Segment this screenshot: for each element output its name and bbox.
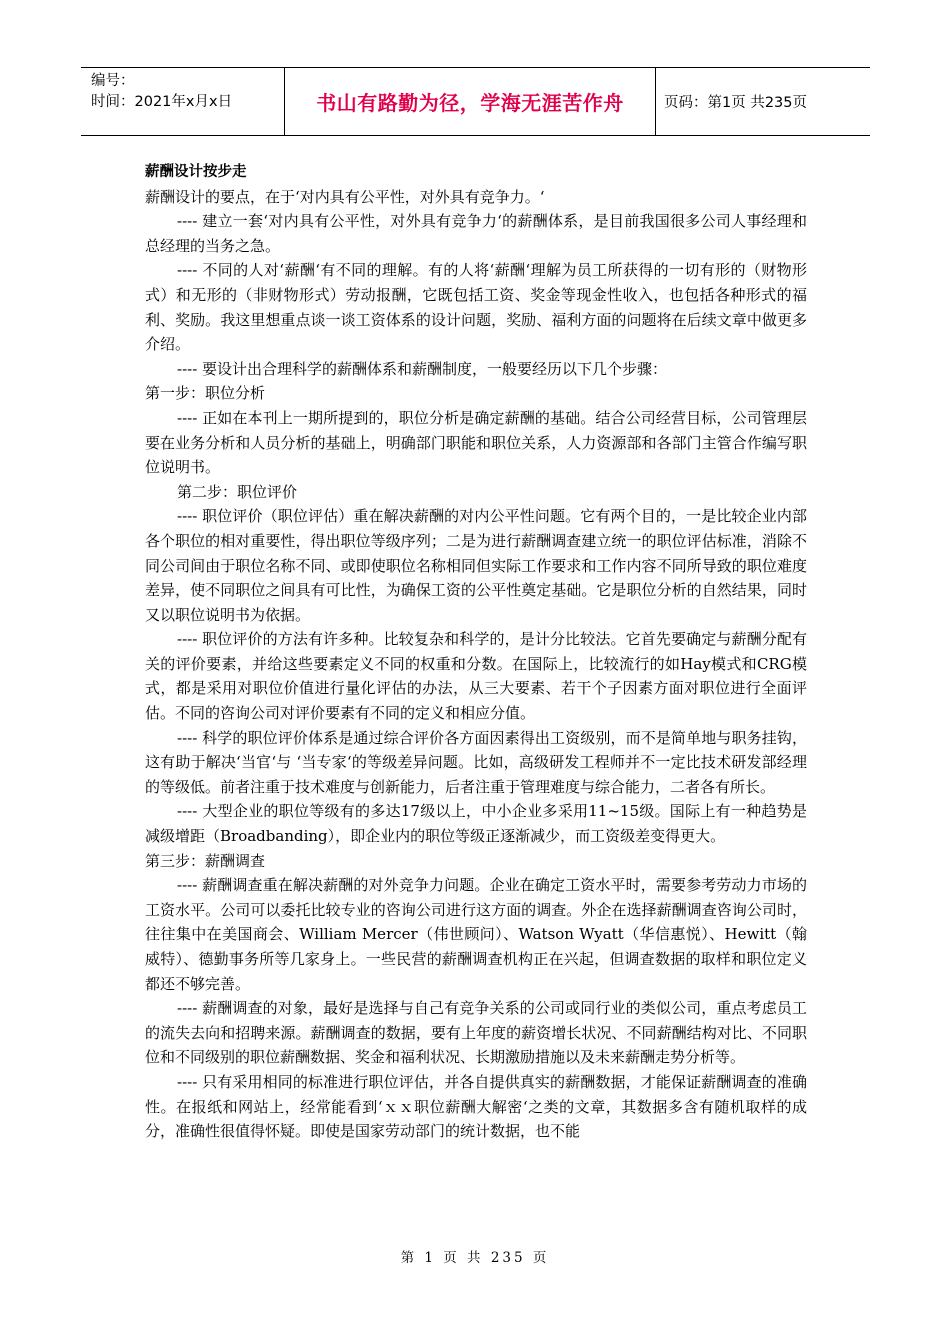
body-paragraph: 薪酬设计的要点，在于‘对内具有公平性，对外具有竞争力。‘ xyxy=(145,187,545,206)
document-number-label: 编号： xyxy=(91,73,135,89)
body-paragraph: ---- 职位评价（职位评估）重在解决薪酬的对内公平性问题。它有两个目的，一是比较企业内部各个职位的相对重要性，得出职位等级序列；二是为进行薪酬调查建立统一的职位评估标准，消除不同公司间由于职位名称不同、或即使职位名称相同但实际工作要求和工作内容不同所导致的职位难度差异，使不同职位之间具有可比性，为确保工资的公平性奠定基础。它是职位分析的自然结果，同时又以职位说明书为依据。 xyxy=(145,507,807,624)
body-paragraph: ---- 正如在本刊上一期所提到的，职位分析是确定薪酬的基础。结合公司经营目标，公司管理层要在业务分析和人员分析的基础上，明确部门职能和职位关系，人力资源部和各部门主管合作编写职位说明书。 xyxy=(145,408,807,477)
header-motto: 书山有路勤为径，学海无涯苦作舟 xyxy=(316,91,624,115)
header-page-cell xyxy=(656,68,870,135)
body-paragraph: ---- 薪酬调查的对象，最好是选择与自己有竞争关系的公司或同行业的类似公司，重点考虑员工的流失去向和招聘来源。薪酬调查的数据，要有上年度的薪资增长状况、不同薪酬结构对比、不同职位和不同级别的职位薪酬数据、奖金和福利状况、长期激励措施以及未来薪酬走势分析等。 xyxy=(145,999,807,1067)
body-paragraph: 第一步：职位分析 xyxy=(145,384,266,403)
body-paragraph: ---- 不同的人对‘薪酬‘有不同的理解。有的人将‘薪酬‘理解为员工所获得的一切有形的（财物形式）和无形的（非财物形式）劳动报酬，它既包括工资、奖金等现金性收入，也包括各种形式的福利、奖励。我这里想重点谈一谈工资体系的设计问题，奖励、福利方面的问题将在后续文章中做更多介绍。 xyxy=(145,261,807,354)
body-paragraph: ---- 建立一套‘对内具有公平性，对外具有竞争力‘的薪酬体系，是目前我国很多公司人事经理和总经理的当务之急。 xyxy=(145,212,807,255)
document-title: 薪酬设计按步走 xyxy=(145,164,247,180)
document-body xyxy=(145,160,807,1144)
body-paragraph: 第二步：职位评价 xyxy=(177,482,298,501)
body-paragraph: ---- 薪酬调查重在解决薪酬的对外竞争力问题。企业在确定工资水平时，需要参考劳动力市场的工资水平。公司可以委托比较专业的咨询公司进行这方面的调查。外企在选择薪酬调查咨询公司时，往往集中在美国商会、William Mercer（伟世顾问）、Watson Wyatt（华信惠悦）、Hewitt（翰威特）、德勤事务所等几家身上。一些民营的薪酬调查机构正在兴起，但调查数据的取样和职位定义都还不够完善。 xyxy=(145,876,807,993)
header-motto-cell xyxy=(285,68,656,135)
body-paragraph: ---- 只有采用相同的标准进行职位评估，并各自提供真实的薪酬数据，才能保证薪酬调查的准确性。在报纸和网站上，经常能看到‘ｘｘ职位薪酬大解密‘之类的文章，其数据多含有随机取样的成分，准确性很值得怀疑。即使是国家劳动部门的统计数据，也不能 xyxy=(145,1072,807,1141)
body-paragraph: ---- 科学的职位评价体系是通过综合评价各方面因素得出工资级别，而不是简单地与职务挂钩，这有助于解决‘当官‘与 ‘当专家‘的等级差异问题。比如，高级研发工程师并不一定比技术研发部经理的等级低。前者注重于技术难度与创新能力，后者注重于管理难度与综合能力，二者各有所长。 xyxy=(145,728,807,796)
header-page-info: 页码：第1页 共235页 xyxy=(664,95,808,111)
paragraph-list xyxy=(145,185,807,1144)
header-meta-cell xyxy=(81,68,285,135)
body-paragraph: 第三步：薪酬调查 xyxy=(145,851,266,870)
header-table xyxy=(81,67,870,136)
document-time-label: 时间：2021年x月x日 xyxy=(91,94,233,110)
page-footer: 第 1 页 共 235 页 xyxy=(400,1250,550,1266)
body-paragraph: ---- 要设计出合理科学的薪酬体系和薪酬制度，一般要经历以下几个步骤： xyxy=(177,359,668,378)
body-paragraph: ---- 大型企业的职位等级有的多达17级以上，中小企业多采用11~15级。国际上有一种趋势是减级增距（Broadbanding），即企业内的职位等级正逐渐减少，而工资级差变得更大。 xyxy=(145,802,807,846)
body-paragraph: ---- 职位评价的方法有许多种。比较复杂和科学的，是计分比较法。它首先要确定与薪酬分配有关的评价要素，并给这些要素定义不同的权重和分数。在国际上，比较流行的如Hay模式和CRG模式，都是采用对职位价值进行量化评估的办法，从三大要素、若干个子因素方面对职位进行全面评估。不同的咨询公司对评价要素有不同的定义和相应分值。 xyxy=(145,630,807,723)
